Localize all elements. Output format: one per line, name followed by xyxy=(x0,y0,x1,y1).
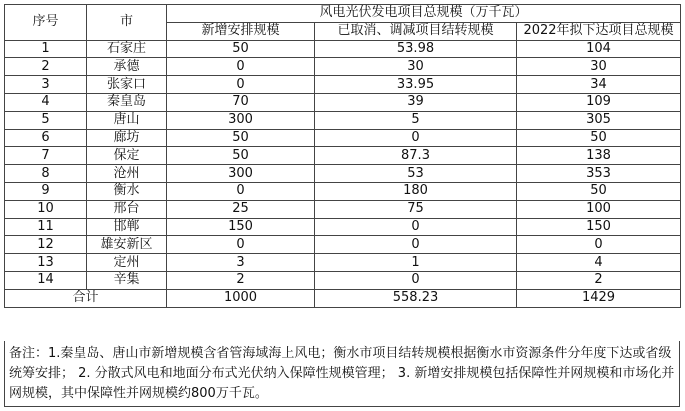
cell-index: 1 xyxy=(5,40,87,58)
cell-total: 50 xyxy=(517,129,681,147)
cell-total: 104 xyxy=(517,40,681,58)
table-row xyxy=(5,254,681,272)
table-row xyxy=(5,218,681,236)
table-row xyxy=(5,236,681,254)
table-row xyxy=(5,165,681,183)
table-row xyxy=(5,271,681,289)
cell-city: 张家口 xyxy=(87,76,167,94)
header-city: 市 xyxy=(87,5,167,41)
cell-total: 150 xyxy=(517,218,681,236)
total-sum: 1429 xyxy=(517,289,681,307)
header-total-2022: 2022年拟下达项目总规模 xyxy=(517,22,681,40)
cell-new-scale: 300 xyxy=(167,111,315,129)
cell-carryover: 0 xyxy=(315,271,517,289)
table-row xyxy=(5,200,681,218)
cell-index: 10 xyxy=(5,200,87,218)
cell-new-scale: 0 xyxy=(167,236,315,254)
cell-index: 13 xyxy=(5,254,87,272)
cell-carryover: 33.95 xyxy=(315,76,517,94)
cell-total: 50 xyxy=(517,182,681,200)
header-group: 风电光伏发电项目总规模（万千瓦） xyxy=(167,5,681,23)
cell-carryover: 1 xyxy=(315,254,517,272)
cell-index: 12 xyxy=(5,236,87,254)
table-row xyxy=(5,93,681,111)
table-row xyxy=(5,182,681,200)
cell-index: 6 xyxy=(5,129,87,147)
cell-total: 2 xyxy=(517,271,681,289)
cell-city: 定州 xyxy=(87,254,167,272)
cell-index: 9 xyxy=(5,182,87,200)
cell-index: 3 xyxy=(5,76,87,94)
cell-new-scale: 2 xyxy=(167,271,315,289)
cell-new-scale: 150 xyxy=(167,218,315,236)
cell-total: 109 xyxy=(517,93,681,111)
cell-index: 11 xyxy=(5,218,87,236)
cell-index: 7 xyxy=(5,147,87,165)
cell-carryover: 53.98 xyxy=(315,40,517,58)
cell-new-scale: 50 xyxy=(167,147,315,165)
cell-new-scale: 0 xyxy=(167,76,315,94)
cell-total: 30 xyxy=(517,58,681,76)
table-row xyxy=(5,58,681,76)
cell-total: 0 xyxy=(517,236,681,254)
cell-new-scale: 70 xyxy=(167,93,315,111)
cell-total: 100 xyxy=(517,200,681,218)
cell-carryover: 0 xyxy=(315,236,517,254)
cell-carryover: 39 xyxy=(315,93,517,111)
table-row xyxy=(5,40,681,58)
project-scale-table xyxy=(4,4,681,308)
header-index: 序号 xyxy=(5,5,87,41)
cell-new-scale: 25 xyxy=(167,200,315,218)
cell-city: 邢台 xyxy=(87,200,167,218)
cell-city: 廊坊 xyxy=(87,129,167,147)
cell-city: 秦皇岛 xyxy=(87,93,167,111)
cell-carryover: 0 xyxy=(315,218,517,236)
cell-new-scale: 3 xyxy=(167,254,315,272)
total-new: 1000 xyxy=(167,289,315,307)
header-carryover: 已取消、调减项目结转规模 xyxy=(315,22,517,40)
cell-city: 沧州 xyxy=(87,165,167,183)
cell-city: 承德 xyxy=(87,58,167,76)
table-row xyxy=(5,147,681,165)
total-carry: 558.23 xyxy=(315,289,517,307)
cell-index: 14 xyxy=(5,271,87,289)
cell-carryover: 5 xyxy=(315,111,517,129)
cell-carryover: 0 xyxy=(315,129,517,147)
cell-total: 4 xyxy=(517,254,681,272)
table-row xyxy=(5,111,681,129)
table-row xyxy=(5,76,681,94)
cell-carryover: 87.3 xyxy=(315,147,517,165)
table-row xyxy=(5,129,681,147)
cell-index: 2 xyxy=(5,58,87,76)
cell-new-scale: 50 xyxy=(167,129,315,147)
cell-city: 保定 xyxy=(87,147,167,165)
total-label: 合计 xyxy=(5,289,167,307)
cell-city: 雄安新区 xyxy=(87,236,167,254)
cell-index: 5 xyxy=(5,111,87,129)
header-new-scale: 新增安排规模 xyxy=(167,22,315,40)
cell-total: 353 xyxy=(517,165,681,183)
cell-carryover: 180 xyxy=(315,182,517,200)
cell-city: 辛集 xyxy=(87,271,167,289)
total-row xyxy=(5,289,681,307)
cell-total: 138 xyxy=(517,147,681,165)
cell-total: 305 xyxy=(517,111,681,129)
header-row-1 xyxy=(5,5,681,23)
cell-new-scale: 0 xyxy=(167,58,315,76)
footnote: 备注：1.秦皇岛、唐山市新增规模含省管海域海上风电；衡水市项目结转规模根据衡水市资源条件分年度下达或省级统筹安排； 2. 分散式风电和地面分布式光伏纳入保障性规模管理； 3. 新增安排规模包括保障性并网规模和市场化并网规模，其中保障性并网规模约800万千瓦。 xyxy=(4,341,680,407)
cell-carryover: 53 xyxy=(315,165,517,183)
cell-carryover: 30 xyxy=(315,58,517,76)
table-body xyxy=(5,40,681,289)
cell-new-scale: 0 xyxy=(167,182,315,200)
cell-city: 邯郸 xyxy=(87,218,167,236)
cell-carryover: 75 xyxy=(315,200,517,218)
cell-new-scale: 50 xyxy=(167,40,315,58)
cell-new-scale: 300 xyxy=(167,165,315,183)
cell-city: 石家庄 xyxy=(87,40,167,58)
cell-index: 4 xyxy=(5,93,87,111)
cell-index: 8 xyxy=(5,165,87,183)
cell-city: 唐山 xyxy=(87,111,167,129)
cell-city: 衡水 xyxy=(87,182,167,200)
cell-total: 34 xyxy=(517,76,681,94)
